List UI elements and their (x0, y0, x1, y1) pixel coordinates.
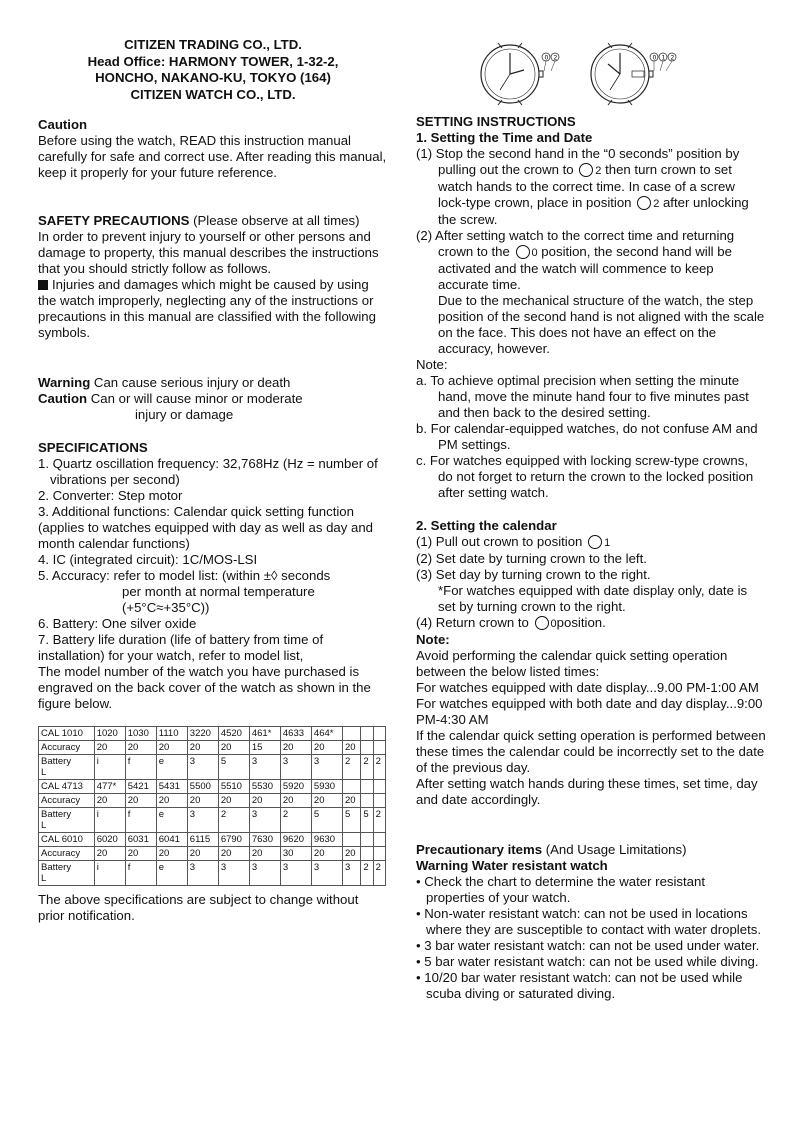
company-header (38, 37, 388, 103)
specs-footer-text: The above specifications are subject to change without prior notification. (38, 892, 359, 923)
header-line-3: HONCHO, NAKANO-KU, TOKYO (164) (95, 70, 331, 85)
table-cell: 20 (311, 794, 342, 808)
table-cell: 20 (94, 847, 125, 861)
table-cell: Accuracy (39, 794, 95, 808)
table-cell: 6790 (218, 833, 249, 847)
crown-position-label: 0 (531, 247, 538, 259)
table-cell: 6020 (94, 833, 125, 847)
table-cell: 5 (361, 808, 373, 833)
svg-text:2: 2 (670, 54, 675, 62)
table-cell: CAL 6010 (39, 833, 95, 847)
specs-footer (38, 892, 388, 924)
setting-note-a: a. To achieve optimal precision when setting the minute hand, move the minute hand four to five minutes past and then back to the desired setting. (416, 373, 749, 420)
table-row (39, 847, 386, 861)
table-cell: Accuracy (39, 741, 95, 755)
table-cell: 3 (311, 755, 342, 780)
list-item: • 10/20 bar water resistant watch: can not be used while scuba diving or saturated diving. (416, 970, 743, 1001)
table-cell: 20 (187, 847, 218, 861)
spec-item-2: 2. Converter: Step motor (38, 488, 183, 503)
table-cell: 3 (187, 861, 218, 886)
table-cell: 461* (249, 727, 280, 741)
table-cell: 1030 (125, 727, 156, 741)
header-line-2: Head Office: HARMONY TOWER, 1-32-2, (87, 53, 339, 69)
symbol-legend (38, 375, 388, 423)
safety-title: SAFETY PRECAUTIONS (38, 213, 190, 228)
calendar-note-label: Note: (416, 632, 450, 647)
table-row (39, 794, 386, 808)
list-item: • Check the chart to determine the water resistant properties of your watch. (416, 874, 706, 905)
table-cell: f (125, 755, 156, 780)
setting-step-2: (2) After setting watch to the correct time and returning crown to the (416, 228, 735, 259)
table-cell: 20 (94, 741, 125, 755)
header-line-1: CITIZEN TRADING CO., LTD. (124, 37, 302, 52)
table-cell: 7630 (249, 833, 280, 847)
setting-step-1c: after unlocking the screw. (438, 195, 749, 227)
table-row (39, 833, 386, 847)
setting-subtitle-1: 1. Setting the Time and Date (416, 130, 593, 145)
table-cell: f (125, 808, 156, 833)
precautions-title-suffix: (And Usage Limitations) (542, 842, 687, 857)
table-cell: 2 (342, 755, 360, 780)
table-cell: 20 (156, 847, 187, 861)
caution-section (38, 117, 388, 181)
warning-label: Warning (38, 375, 91, 390)
table-cell: i (94, 808, 125, 833)
table-cell: 6031 (125, 833, 156, 847)
caution-symbol-text: Can or will cause minor or moderate (87, 391, 303, 406)
table-cell: 2 (361, 861, 373, 886)
table-cell: 20 (249, 794, 280, 808)
crown-position-icon (535, 616, 549, 630)
calendar-note-d: If the calendar quick setting operation is performed between these times the calendar could be incorrectly set to the date of the previous day. (416, 728, 766, 775)
setting-section (416, 114, 766, 501)
crown-position-icon (579, 163, 593, 177)
calendar-step-1: (1) Pull out crown to position (416, 534, 583, 549)
table-cell: 20 (280, 794, 311, 808)
table-cell: 20 (125, 794, 156, 808)
table-cell: Battery L (39, 808, 95, 833)
specs-title: SPECIFICATIONS (38, 440, 148, 455)
precautions-list (416, 874, 766, 1002)
table-cell (342, 727, 360, 741)
model-table (38, 726, 386, 886)
table-cell: 4633 (280, 727, 311, 741)
table-cell: e (156, 861, 187, 886)
table-cell: 5431 (156, 780, 187, 794)
setting-title: SETTING INSTRUCTIONS (416, 114, 576, 129)
caution-title: Caution (38, 117, 88, 132)
table-cell: 5510 (218, 780, 249, 794)
table-cell: 3 (187, 755, 218, 780)
calendar-step-4: (4) Return crown to (416, 615, 529, 630)
table-cell: 20 (311, 741, 342, 755)
table-cell: Battery L (39, 755, 95, 780)
table-cell (361, 847, 373, 861)
table-row (39, 861, 386, 886)
list-item: • 3 bar water resistant watch: can not be used under water. (416, 938, 760, 953)
setting-subtitle-2: 2. Setting the calendar (416, 518, 557, 533)
table-cell: 20 (218, 794, 249, 808)
table-cell: 5421 (125, 780, 156, 794)
watch-crown-figure (478, 40, 698, 108)
square-bullet-icon (38, 280, 48, 290)
table-cell: 2 (373, 808, 385, 833)
spec-item-5a: 5. Accuracy: refer to model list: (within ±◊ seconds (38, 568, 331, 583)
setting-step-1: (1) Stop the second hand in the “0 seconds” position by pulling out the crown to (416, 146, 740, 177)
table-cell: 20 (342, 741, 360, 755)
spec-item-1: 1. Quartz oscillation frequency: 32,768Hz (Hz = number of vibrations per second) (38, 456, 378, 487)
table-cell: 9620 (280, 833, 311, 847)
warning-text: Can cause serious injury or death (90, 375, 291, 390)
svg-text:2: 2 (553, 54, 558, 62)
table-cell: 20 (156, 741, 187, 755)
table-cell: 5 (311, 808, 342, 833)
svg-text:1: 1 (661, 54, 666, 62)
table-cell: 2 (373, 861, 385, 886)
table-cell: 1110 (156, 727, 187, 741)
table-cell: 20 (342, 794, 360, 808)
table-cell (373, 727, 385, 741)
calendar-step-3b: *For watches equipped with date display only, date is set by turning crown to the right. (438, 583, 748, 614)
table-cell: 3 (280, 755, 311, 780)
table-cell: i (94, 861, 125, 886)
table-cell: 20 (94, 794, 125, 808)
table-cell: 6041 (156, 833, 187, 847)
table-cell: 5530 (249, 780, 280, 794)
table-cell (361, 794, 373, 808)
calendar-step-2: (2) Set date by turning crown to the left. (416, 551, 647, 566)
crown-position-label: 0 (550, 618, 557, 630)
spec-item-3: 3. Additional functions: Calendar quick setting function (applies to watches equipped with day as well as day and month calendar functions) (38, 504, 374, 551)
table-cell (373, 794, 385, 808)
table-cell: Battery L (39, 861, 95, 886)
crown-position-icon (588, 535, 602, 549)
table-cell (373, 833, 385, 847)
table-row (39, 727, 386, 741)
crown-position-label: 2 (653, 198, 660, 210)
table-cell: e (156, 755, 187, 780)
table-row (39, 755, 386, 780)
table-cell (373, 847, 385, 861)
svg-text:0: 0 (652, 54, 657, 62)
crown-position-label: 1 (604, 537, 611, 549)
table-cell: 6115 (187, 833, 218, 847)
water-warning-title: Warning Water resistant watch (416, 858, 608, 873)
table-cell: 477* (94, 780, 125, 794)
calendar-note-b: For watches equipped with date display...9.00 PM-1:00 AM (416, 680, 759, 695)
watch-right-icon (591, 43, 676, 105)
specifications-section (38, 440, 388, 712)
table-cell: 20 (249, 847, 280, 861)
table-row (39, 741, 386, 755)
table-cell: f (125, 861, 156, 886)
calendar-step-4b: position. (556, 615, 606, 630)
svg-text:0: 0 (544, 54, 549, 62)
spec-item-5c: (+5°C≈+35°C)) (122, 600, 210, 615)
table-cell (361, 833, 373, 847)
table-cell: 3 (187, 808, 218, 833)
table-cell: 3 (218, 861, 249, 886)
table-cell: 5920 (280, 780, 311, 794)
table-cell: 20 (187, 741, 218, 755)
safety-text: In order to prevent injury to yourself or other persons and damage to property, this manual describes the instructions that you should strictly follow as follows. (38, 229, 379, 276)
table-cell: i (94, 755, 125, 780)
table-cell: 15 (249, 741, 280, 755)
table-cell: 3220 (187, 727, 218, 741)
table-cell: 3 (280, 861, 311, 886)
safety-bullet: Injuries and damages which might be caused by using the watch improperly, neglecting any of the instructions or precautions in this manual are classified with the following symbols. (38, 277, 376, 340)
table-cell: 3 (249, 861, 280, 886)
precautions-section (416, 842, 766, 1002)
table-cell: 20 (125, 847, 156, 861)
calendar-note-a: Avoid performing the calendar quick setting operation between the below listed times: (416, 648, 728, 679)
table-cell: 4520 (218, 727, 249, 741)
spec-item-7b: The model number of the watch you have purchased is engraved on the back cover of the watch as shown in the figure below. (38, 664, 371, 711)
table-cell: e (156, 808, 187, 833)
calendar-section (416, 518, 766, 808)
table-cell (342, 780, 360, 794)
table-cell: 20 (156, 794, 187, 808)
table-cell (361, 780, 373, 794)
setting-step-2c: Due to the mechanical structure of the watch, the step position of the second hand is not aligned with the scale on the face. This does not have an effect on the accuracy, however. (438, 293, 765, 356)
table-cell: 5930 (311, 780, 342, 794)
calendar-step-3: (3) Set day by turning crown to the right. (416, 567, 651, 582)
table-cell: 3 (249, 755, 280, 780)
watch-left-icon (481, 43, 559, 105)
table-cell: 20 (280, 741, 311, 755)
table-cell: CAL 1010 (39, 727, 95, 741)
table-cell: 2 (361, 755, 373, 780)
list-item: • Non-water resistant watch: can not be used in locations where they are susceptible to contact with water droplets. (416, 906, 761, 937)
spec-item-5b: per month at normal temperature (122, 584, 315, 599)
setting-note-label: Note: (416, 357, 448, 372)
precautions-title: Precautionary items (416, 842, 543, 857)
table-cell: 20 (218, 847, 249, 861)
spec-item-7: 7. Battery life duration (life of battery from time of installation) for your watch, refer to model list, (38, 632, 324, 663)
safety-section (38, 213, 388, 341)
table-cell (373, 741, 385, 755)
setting-step-2b: position, the second hand will be activated and the watch will commence to keep accurate time. (438, 244, 732, 292)
table-cell: 20 (125, 741, 156, 755)
table-cell: 2 (373, 755, 385, 780)
table-cell: 5 (342, 808, 360, 833)
table-cell: 3 (342, 861, 360, 886)
table-cell: 20 (342, 847, 360, 861)
crown-position-label: 2 (595, 165, 602, 177)
table-cell: 20 (311, 847, 342, 861)
table-cell: 2 (218, 808, 249, 833)
table-row (39, 780, 386, 794)
table-cell: Accuracy (39, 847, 95, 861)
table-cell: 2 (280, 808, 311, 833)
table-cell: 20 (187, 794, 218, 808)
setting-step-1b: then turn crown to set watch hands to the correct time. In case of a screw lock-type crown, place in position (438, 162, 735, 210)
table-cell: 9630 (311, 833, 342, 847)
table-cell: 20 (218, 741, 249, 755)
table-cell: 1020 (94, 727, 125, 741)
setting-note-c: c. For watches equipped with locking screw-type crowns, do not forget to return the crown to the locked position after setting watch. (416, 453, 754, 500)
crown-position-icon (637, 196, 651, 210)
caution-symbol-text-2: injury or damage (135, 407, 234, 422)
table-cell: 30 (280, 847, 311, 861)
list-item: • 5 bar water resistant watch: can not be used while diving. (416, 954, 759, 969)
table-cell (373, 780, 385, 794)
table-cell (361, 741, 373, 755)
setting-note-b: b. For calendar-equipped watches, do not confuse AM and PM settings. (416, 421, 758, 452)
spec-item-4: 4. IC (integrated circuit): 1C/MOS-LSI (38, 552, 258, 567)
crown-position-icon (516, 245, 530, 259)
table-cell: 3 (311, 861, 342, 886)
table-cell: 5 (218, 755, 249, 780)
caution-text: Before using the watch, READ this instruction manual carefully for safe and correct use. After reading this manual, keep it properly for your future reference. (38, 133, 387, 180)
table-row (39, 808, 386, 833)
header-line-4: CITIZEN WATCH CO., LTD. (130, 86, 296, 102)
table-cell: CAL 4713 (39, 780, 95, 794)
caution-label: Caution (38, 391, 88, 406)
safety-title-suffix: (Please observe at all times) (189, 213, 360, 228)
calendar-note-e: After setting watch hands during these times, set time, day and date accordingly. (416, 776, 758, 807)
table-cell (342, 833, 360, 847)
table-cell: 3 (249, 808, 280, 833)
table-cell (361, 727, 373, 741)
spec-item-6: 6. Battery: One silver oxide (38, 616, 197, 631)
table-cell: 5500 (187, 780, 218, 794)
table-cell: 464* (311, 727, 342, 741)
calendar-note-c: For watches equipped with both date and day display...9:00 PM-4:30 AM (416, 696, 763, 727)
